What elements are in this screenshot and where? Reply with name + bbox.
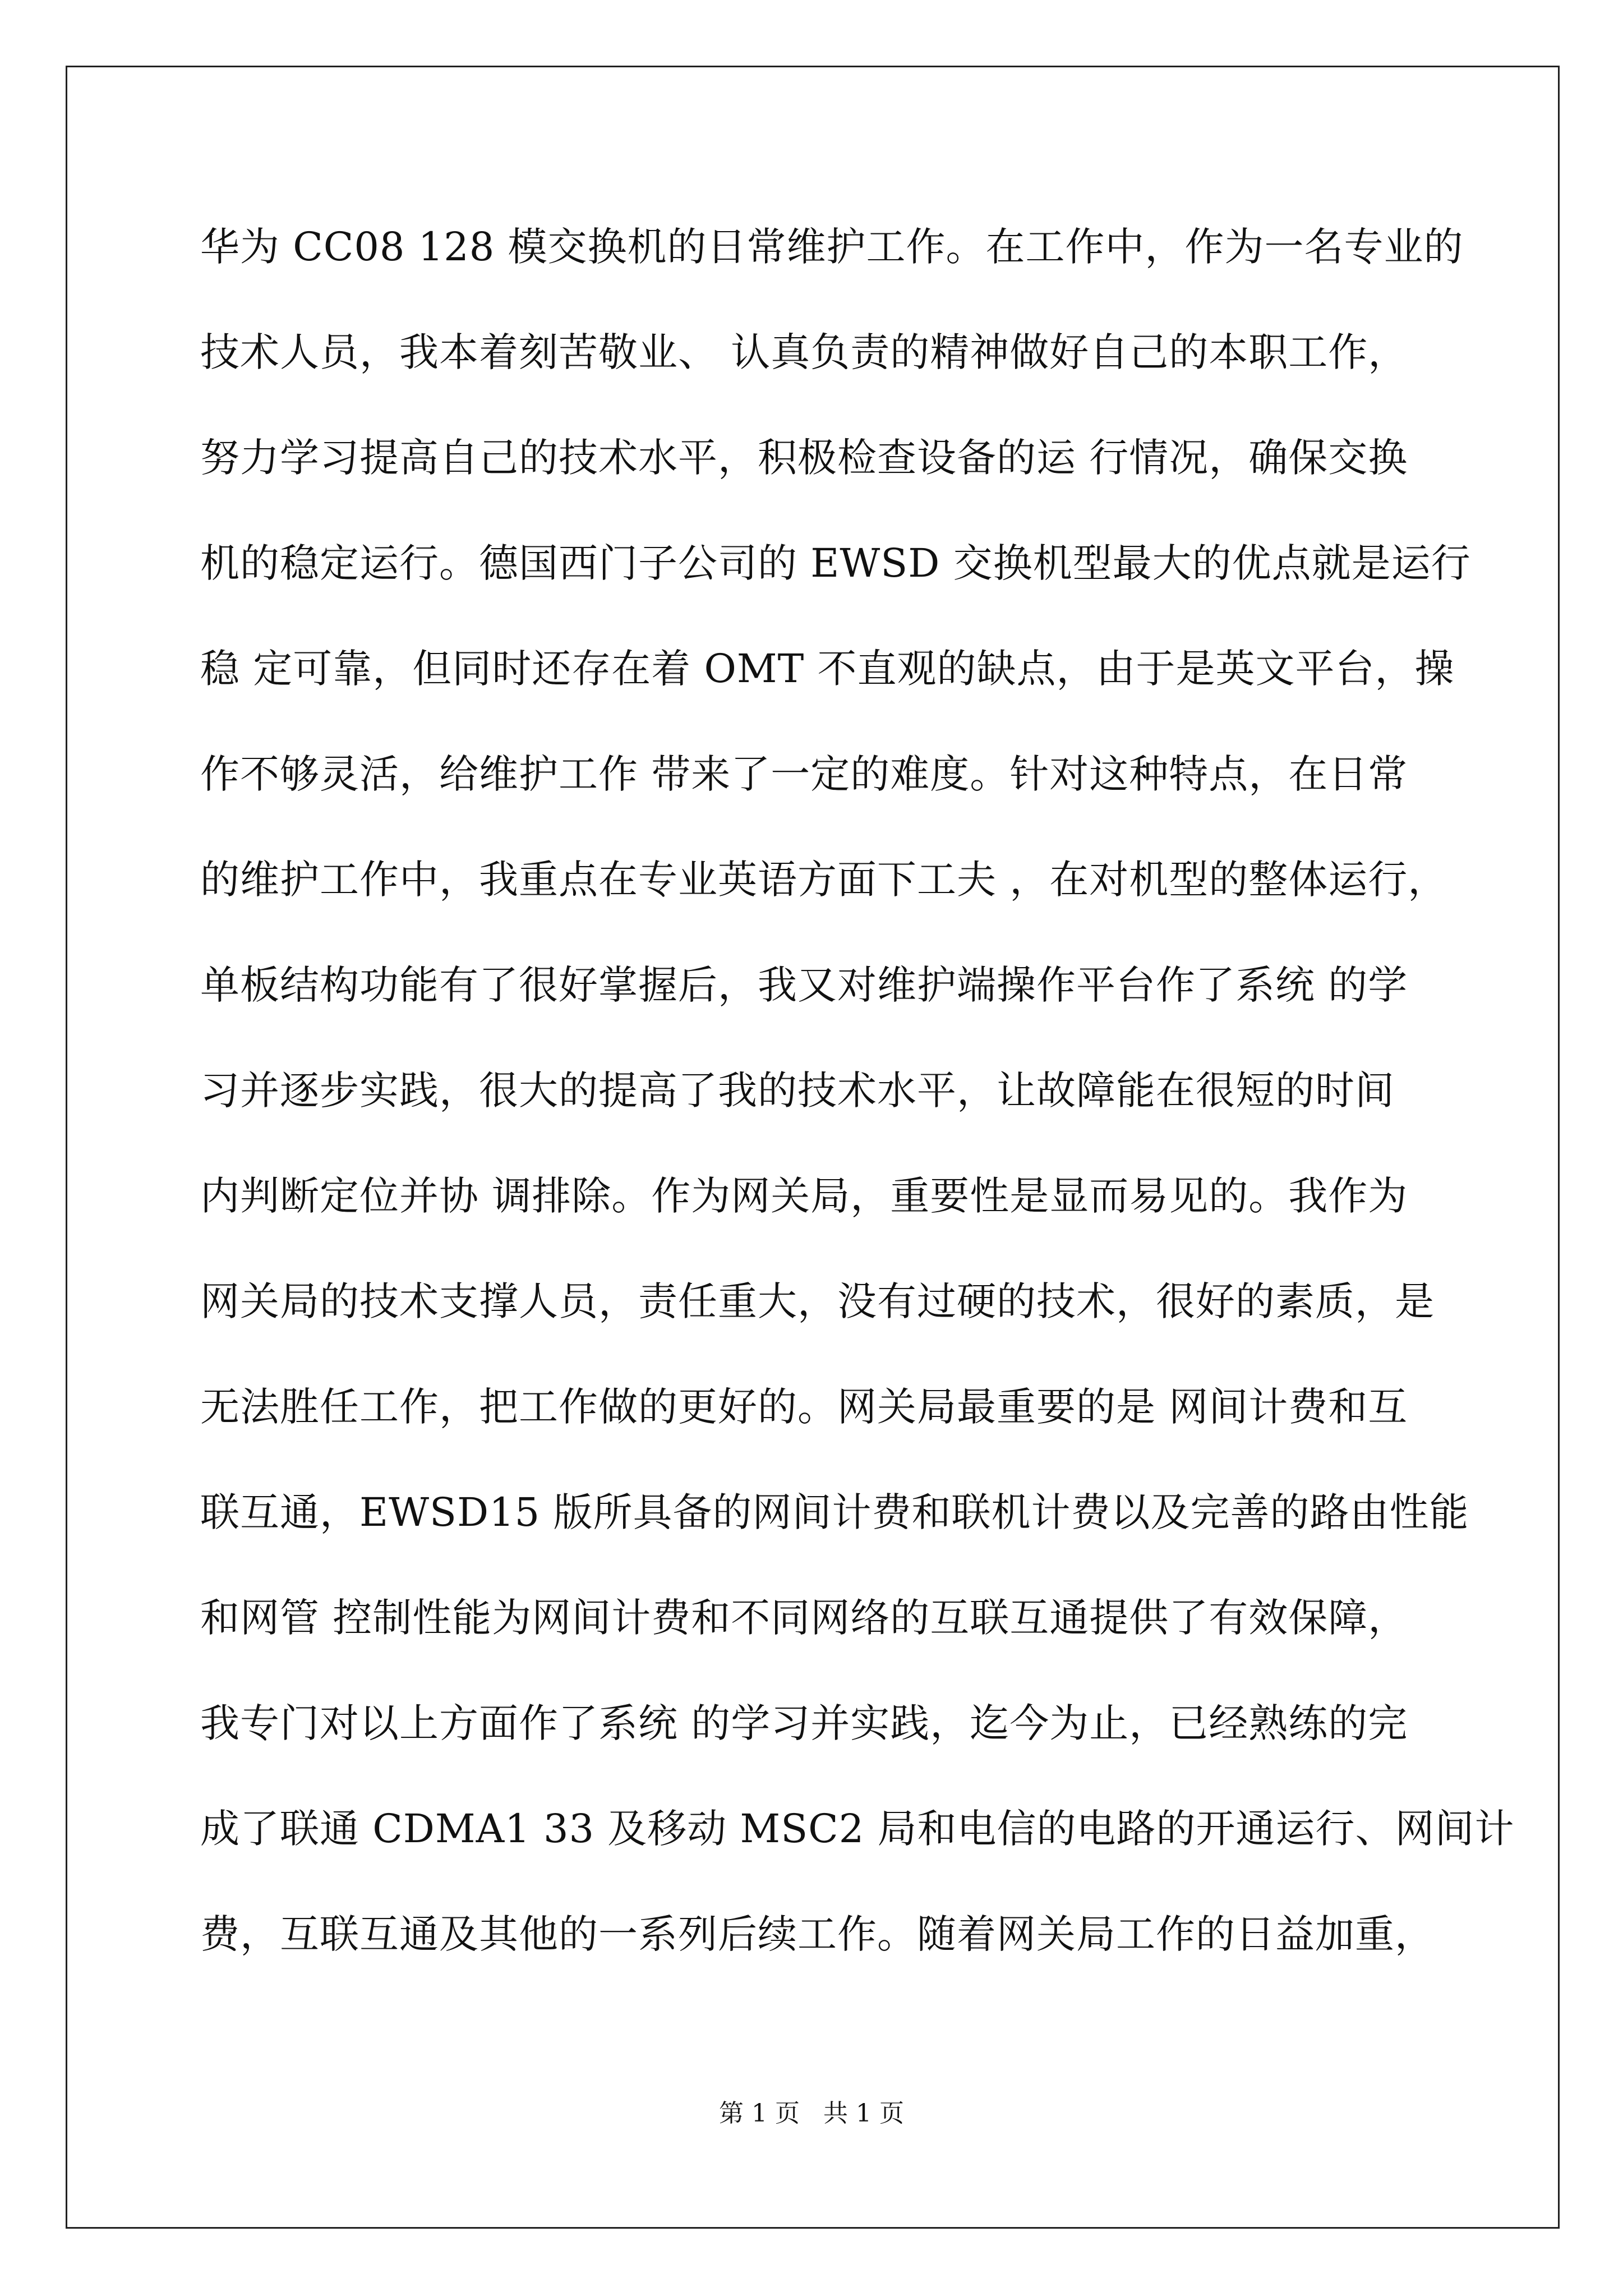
- text-line: 机的稳定运行。德国西门子公司的 EWSD 交换机型最大的优点就是运行: [200, 540, 1471, 586]
- text-line: 费，互联互通及其他的一系列后续工作。随着网关局工作的日益加重，: [200, 1911, 1435, 1957]
- text-line: 我专门对以上方面作了系统 的学习并实践，迄今为止，已经熟练的完: [200, 1700, 1408, 1746]
- page-footer: 第 1 页 共 1 页: [719, 2099, 904, 2128]
- text-line: 单板结构功能有了很好掌握后，我又对维护端操作平台作了系统 的学: [200, 962, 1408, 1008]
- text-line: 的维护工作中，我重点在专业英语方面下工夫 ，在对机型的整体运行，: [200, 857, 1448, 903]
- text-line: 习并逐步实践，很大的提高了我的技术水平，让故障能在很短的时间: [200, 1068, 1395, 1114]
- text-line: 网关局的技术支撑人员，责任重大，没有过硬的技术，很好的素质，是: [200, 1278, 1435, 1324]
- text-line: 华为 CC08 128 模交换机的日常维护工作。在工作中，作为一名专业的: [200, 224, 1464, 270]
- text-line: 联互通，EWSD15 版所具备的网间计费和联机计费以及完善的路由性能: [200, 1489, 1469, 1535]
- text-line: 作不够灵活，给维护工作 带来了一定的难度。针对这种特点，在日常: [200, 751, 1408, 797]
- text-line: 和网管 控制性能为网间计费和不同网络的互联互通提供了有效保障，: [200, 1595, 1408, 1641]
- body-text: [200, 216, 1515, 2009]
- text-line: 努力学习提高自己的技术水平，积极检查设备的运 行情况，确保交换: [200, 435, 1408, 481]
- text-line: 稳 定可靠，但同时还存在着 OMT 不直观的缺点，由于是英文平台，操: [200, 646, 1455, 692]
- text-line: 成了联通 CDMA1 33 及移动 MSC2 局和电信的电路的开通运行、网间计: [200, 1806, 1515, 1852]
- text-line: 无法胜任工作，把工作做的更好的。网关局最重要的是 网间计费和互: [200, 1384, 1408, 1430]
- text-line: 技术人员，我本着刻苦敬业、 认真负责的精神做好自己的本职工作，: [200, 329, 1408, 375]
- text-line: 内判断定位并协 调排除。作为网关局，重要性是显而易见的。我作为: [200, 1173, 1408, 1219]
